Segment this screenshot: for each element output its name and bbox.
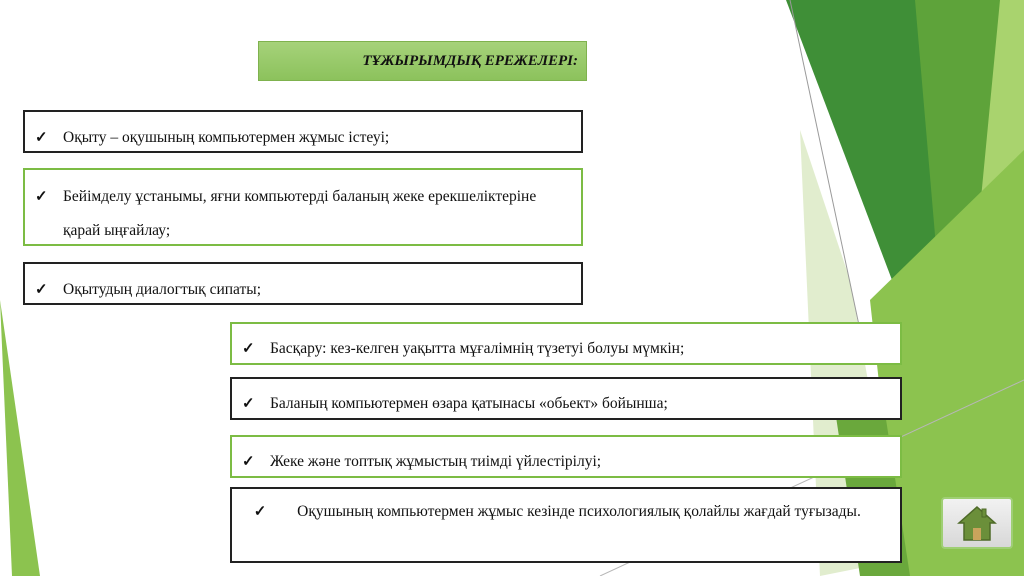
list-item xyxy=(230,487,902,563)
list-item xyxy=(230,322,902,365)
list-item-text: Оқушының компьютермен жұмыс кезінде психологиялық қолайлы жағдай туғызады. xyxy=(297,503,861,520)
check-icon: ✓ xyxy=(35,130,48,146)
home-icon xyxy=(957,504,997,542)
list-item xyxy=(23,110,583,153)
slide-title xyxy=(258,41,587,81)
check-icon: ✓ xyxy=(242,396,255,412)
list-item-text: Жеке және топтық жұмыстың тиімді үйлестірілуі; xyxy=(270,453,602,470)
list-item xyxy=(230,435,902,478)
list-item-text: Оқыту – оқушының компьютермен жұмыс істеуі; xyxy=(63,129,390,146)
list-item xyxy=(230,377,902,420)
check-icon: ✓ xyxy=(242,341,255,357)
check-icon: ✓ xyxy=(35,189,48,205)
check-icon: ✓ xyxy=(35,282,48,298)
list-item-text: Оқытудың диалогтық сипаты; xyxy=(63,281,262,298)
list-item-text: Баланың компьютермен өзара қатынасы «обьект» бойынша; xyxy=(270,395,668,412)
slide-title-text: ТҰЖЫРЫМДЫҚ ЕРЕЖЕЛЕРІ: xyxy=(362,52,578,69)
list-item xyxy=(23,168,583,246)
left-green-triangle xyxy=(0,300,40,576)
check-icon: ✓ xyxy=(242,454,255,470)
list-item-text: Бейімделу ұстанымы, яғни компьютерді баланың жеке ерекшеліктеріне қарай ыңғайлау; xyxy=(63,188,537,239)
list-item xyxy=(23,262,583,305)
list-item-text: Басқару: кез-келген уақытта мұғалімнің түзетуі болуы мүмкін; xyxy=(270,340,685,357)
check-icon: ✓ xyxy=(253,504,267,520)
home-button[interactable] xyxy=(941,497,1013,549)
